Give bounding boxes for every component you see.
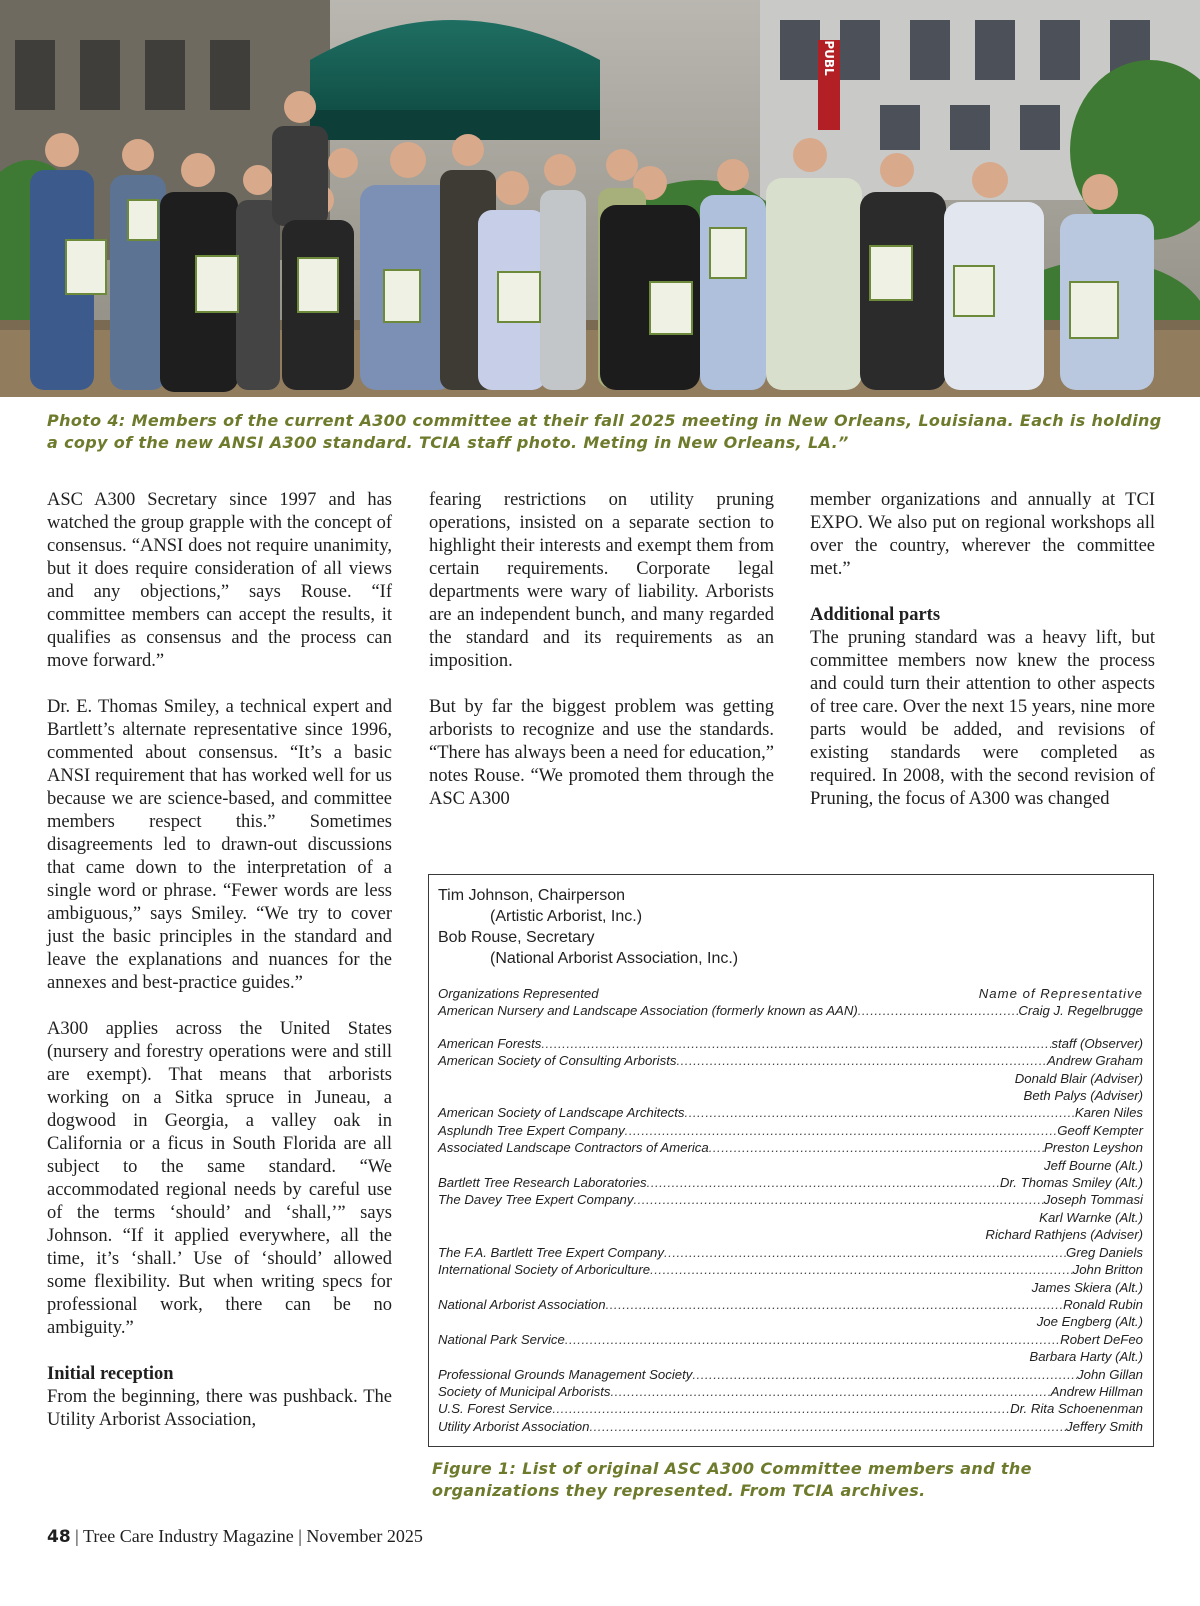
table-row bbox=[438, 1383, 1143, 1400]
article-column-2 bbox=[429, 489, 774, 811]
table-row bbox=[438, 1400, 1143, 1417]
organization-name: Society of Municipal Arborists bbox=[438, 1383, 611, 1399]
table-row bbox=[438, 1174, 1143, 1191]
representative-name: Dr. Rita Schoenenman bbox=[1010, 1401, 1143, 1417]
leader-dots bbox=[647, 1174, 1000, 1191]
secretary: Bob Rouse, Secretary bbox=[438, 929, 595, 946]
footer-separator: | bbox=[293, 1526, 307, 1546]
representative-name: Ronald Rubin bbox=[1063, 1296, 1143, 1312]
organization-name: International Society of Arboriculture bbox=[438, 1262, 651, 1278]
organization-name: American Society of Consulting Arborists bbox=[438, 1053, 677, 1069]
table-row bbox=[438, 1296, 1143, 1313]
table-row bbox=[438, 1244, 1143, 1261]
representative-name: Karen Niles bbox=[1074, 1105, 1143, 1121]
paragraph: Dr. E. Thomas Smiley, a technical expert and Bartlett’s alternate representative since 1996, commented about consensus. “It’s a basic ANSI requirement that has worked well for us because we are science-based, and committee members respect this.” Sometimes disagreements led to drawn-out discussions that came down to the interpretation of a single word or phrase. “Fewer words are less ambiguous,” says Smiley. “We try to cover just the basic principles in the standard and leave the explanations and nuances for the annexes and best-practice guides.” bbox=[47, 697, 392, 993]
representative-name: Joseph Tommasi bbox=[1043, 1192, 1143, 1208]
alternate-representative: Jeff Bourne (Alt.) bbox=[1044, 1157, 1143, 1173]
representative-name: Craig J. Regelbrugge bbox=[1018, 1003, 1143, 1019]
alternate-representative: Richard Rathjens (Adviser) bbox=[985, 1227, 1143, 1243]
table-row bbox=[438, 1157, 1143, 1174]
leader-dots bbox=[610, 1383, 1050, 1400]
alternate-representative: Beth Palys (Adviser) bbox=[1023, 1088, 1143, 1104]
table-row bbox=[438, 1122, 1143, 1139]
paragraph: But by far the biggest problem was getting arborists to recognize and use the standards. “There has always been a need for education,” notes Rouse. “We promoted them through the ASC A300 bbox=[429, 697, 774, 809]
alternate-representative: Donald Blair (Adviser) bbox=[1014, 1070, 1143, 1086]
leader-dots bbox=[650, 1261, 1073, 1278]
representative-name: Jeffery Smith bbox=[1066, 1418, 1143, 1434]
organization-name: Asplundh Tree Expert Company bbox=[438, 1122, 625, 1138]
page-number: 48 bbox=[47, 1527, 71, 1547]
photo-caption: Photo 4: Members of the current A300 committee at their fall 2025 meeting in New Orleans, Louisiana. Each is holding a copy of the new ANSI A300 standard. TCIA staff photo. Meting in New Orleans, LA.” bbox=[47, 411, 1162, 452]
organization-name: American Nursery and Landscape Association (formerly known as AAN) bbox=[438, 1003, 858, 1019]
secretary-org: (National Arborist Association, Inc.) bbox=[490, 950, 739, 967]
article-column-3 bbox=[810, 489, 1155, 811]
leader-dots bbox=[709, 1139, 1044, 1156]
organization-name: Bartlett Tree Research Laboratories bbox=[438, 1175, 647, 1191]
organization-name: The F.A. Bartlett Tree Expert Company bbox=[438, 1244, 664, 1260]
paragraph: The pruning standard was a heavy lift, but committee members now knew the process and could turn their attention to other aspects of tree care. Over the next 15 years, nine more parts would be added, and revisions of existing standards were completed as required. In 2008, with the second revision of Pruning, the focus of A300 was changed bbox=[810, 628, 1155, 809]
leader-dots bbox=[625, 1122, 1058, 1139]
organization-name: American Forests bbox=[438, 1035, 542, 1051]
leader-dots bbox=[541, 1035, 1051, 1052]
table-row bbox=[438, 1279, 1143, 1296]
figure-caption: Figure 1: List of original ASC A300 Committee members and the organizations they represented. From TCIA archives. bbox=[432, 1459, 1032, 1500]
chairperson-org: (Artistic Arborist, Inc.) bbox=[490, 908, 643, 925]
representative-name: Geoff Kempter bbox=[1057, 1122, 1143, 1138]
representative-name: John Britton bbox=[1072, 1262, 1143, 1278]
header-representative: Name of Representative bbox=[978, 986, 1143, 1001]
representative-name: Robert DeFeo bbox=[1060, 1331, 1143, 1347]
table-row bbox=[438, 1418, 1143, 1435]
alternate-representative: James Skiera (Alt.) bbox=[1031, 1279, 1143, 1295]
representative-name: staff (Observer) bbox=[1051, 1035, 1143, 1051]
paragraph: fearing restrictions on utility pruning operations, insisted on a separate section to highlight their interests and exempt them from certain requirements. Corporate legal departments were wary of liability. Arborists are an independent bunch, and many regarded the standard and its requirements as an imposition. bbox=[429, 490, 774, 671]
section-heading: Additional parts bbox=[810, 605, 941, 625]
leader-dots bbox=[676, 1052, 1047, 1069]
table-row bbox=[438, 1261, 1143, 1278]
leader-dots bbox=[589, 1418, 1066, 1435]
paragraph: From the beginning, there was pushback. The Utility Arborist Association, bbox=[47, 1387, 392, 1430]
group-photo bbox=[0, 0, 1200, 397]
leader-dots bbox=[633, 1191, 1043, 1208]
representative-name: Andrew Graham bbox=[1046, 1053, 1143, 1069]
table-row bbox=[438, 1002, 1143, 1019]
table-row bbox=[438, 1366, 1143, 1383]
representative-name: Greg Daniels bbox=[1066, 1244, 1143, 1260]
table-row bbox=[438, 1052, 1143, 1069]
table-row bbox=[438, 1104, 1143, 1121]
paragraph: A300 applies across the United States (nursery and forestry operations were and still are exempt). That means that arborists working on a Sitka spruce in Juneau, a dogwood in Georgia, a valley oak in California or a ficus in South Florida are all subject to the same standard. “We accommodated regional needs by careful use of the terms ‘should’ and ‘shall,’” says Johnson. “If it applied everywhere, all the time, it’s ‘shall.’ Use of ‘should’ allowed some flexibility. But when writing specs for professional work, there can be no ambiguity.” bbox=[47, 1019, 392, 1338]
representative-name: John Gillan bbox=[1077, 1366, 1143, 1382]
chairperson: Tim Johnson, Chairperson bbox=[438, 887, 626, 904]
organization-name: American Society of Landscape Architects bbox=[438, 1105, 685, 1121]
leader-dots bbox=[664, 1244, 1066, 1261]
leader-dots bbox=[692, 1366, 1077, 1383]
figure-header bbox=[438, 885, 738, 969]
table-row bbox=[438, 1087, 1143, 1104]
organization-name: National Arborist Association bbox=[438, 1296, 606, 1312]
article-column-1 bbox=[47, 489, 392, 1432]
page-footer bbox=[47, 1526, 423, 1547]
organization-name: National Park Service bbox=[438, 1331, 565, 1347]
committee-members-figure bbox=[428, 874, 1154, 1447]
sign-text: PUBL bbox=[822, 40, 836, 76]
magazine-name: Tree Care Industry Magazine bbox=[82, 1526, 294, 1546]
list-header bbox=[438, 985, 1143, 1002]
table-row bbox=[438, 1139, 1143, 1156]
representative-name: Preston Leyshon bbox=[1044, 1140, 1143, 1156]
footer-separator: | bbox=[70, 1526, 83, 1546]
organization-name: U.S. Forest Service bbox=[438, 1401, 553, 1417]
table-row bbox=[438, 1070, 1143, 1087]
leader-dots bbox=[685, 1104, 1075, 1121]
section-heading: Initial reception bbox=[47, 1364, 174, 1384]
table-row bbox=[438, 1348, 1143, 1365]
member-list bbox=[438, 985, 1143, 1435]
alternate-representative: Karl Warnke (Alt.) bbox=[1039, 1209, 1143, 1225]
issue-date: November 2025 bbox=[306, 1526, 423, 1546]
header-organizations: Organizations Represented bbox=[438, 986, 599, 1001]
representative-name: Andrew Hillman bbox=[1050, 1383, 1143, 1399]
table-row bbox=[438, 1331, 1143, 1348]
organization-name: Utility Arborist Association bbox=[438, 1418, 590, 1434]
paragraph: ASC A300 Secretary since 1997 and has watched the group grapple with the concept of consensus. “ANSI does not require unanimity, but it does require consideration of all views and any objections,” says Rouse. “If committee members can accept the results, it qualifies as consensus and the process can move forward.” bbox=[47, 490, 392, 671]
table-row bbox=[438, 1313, 1143, 1330]
organization-name: Professional Grounds Management Society bbox=[438, 1366, 693, 1382]
leader-dots bbox=[552, 1400, 1010, 1417]
organization-name: Associated Landscape Contractors of America bbox=[438, 1140, 709, 1156]
alternate-representative: Joe Engberg (Alt.) bbox=[1036, 1314, 1143, 1330]
alternate-representative: Barbara Harty (Alt.) bbox=[1029, 1349, 1143, 1365]
table-row bbox=[438, 1035, 1143, 1052]
organization-name: The Davey Tree Expert Company bbox=[438, 1192, 634, 1208]
leader-dots bbox=[606, 1296, 1063, 1313]
table-row bbox=[438, 1226, 1143, 1243]
paragraph: member organizations and annually at TCI EXPO. We also put on regional workshops all over the country, wherever the committee met.” bbox=[810, 490, 1155, 579]
table-row bbox=[438, 1191, 1143, 1208]
table-row bbox=[438, 1209, 1143, 1226]
representative-name: Dr. Thomas Smiley (Alt.) bbox=[999, 1175, 1143, 1191]
leader-dots bbox=[858, 1002, 1019, 1019]
leader-dots bbox=[565, 1331, 1060, 1348]
